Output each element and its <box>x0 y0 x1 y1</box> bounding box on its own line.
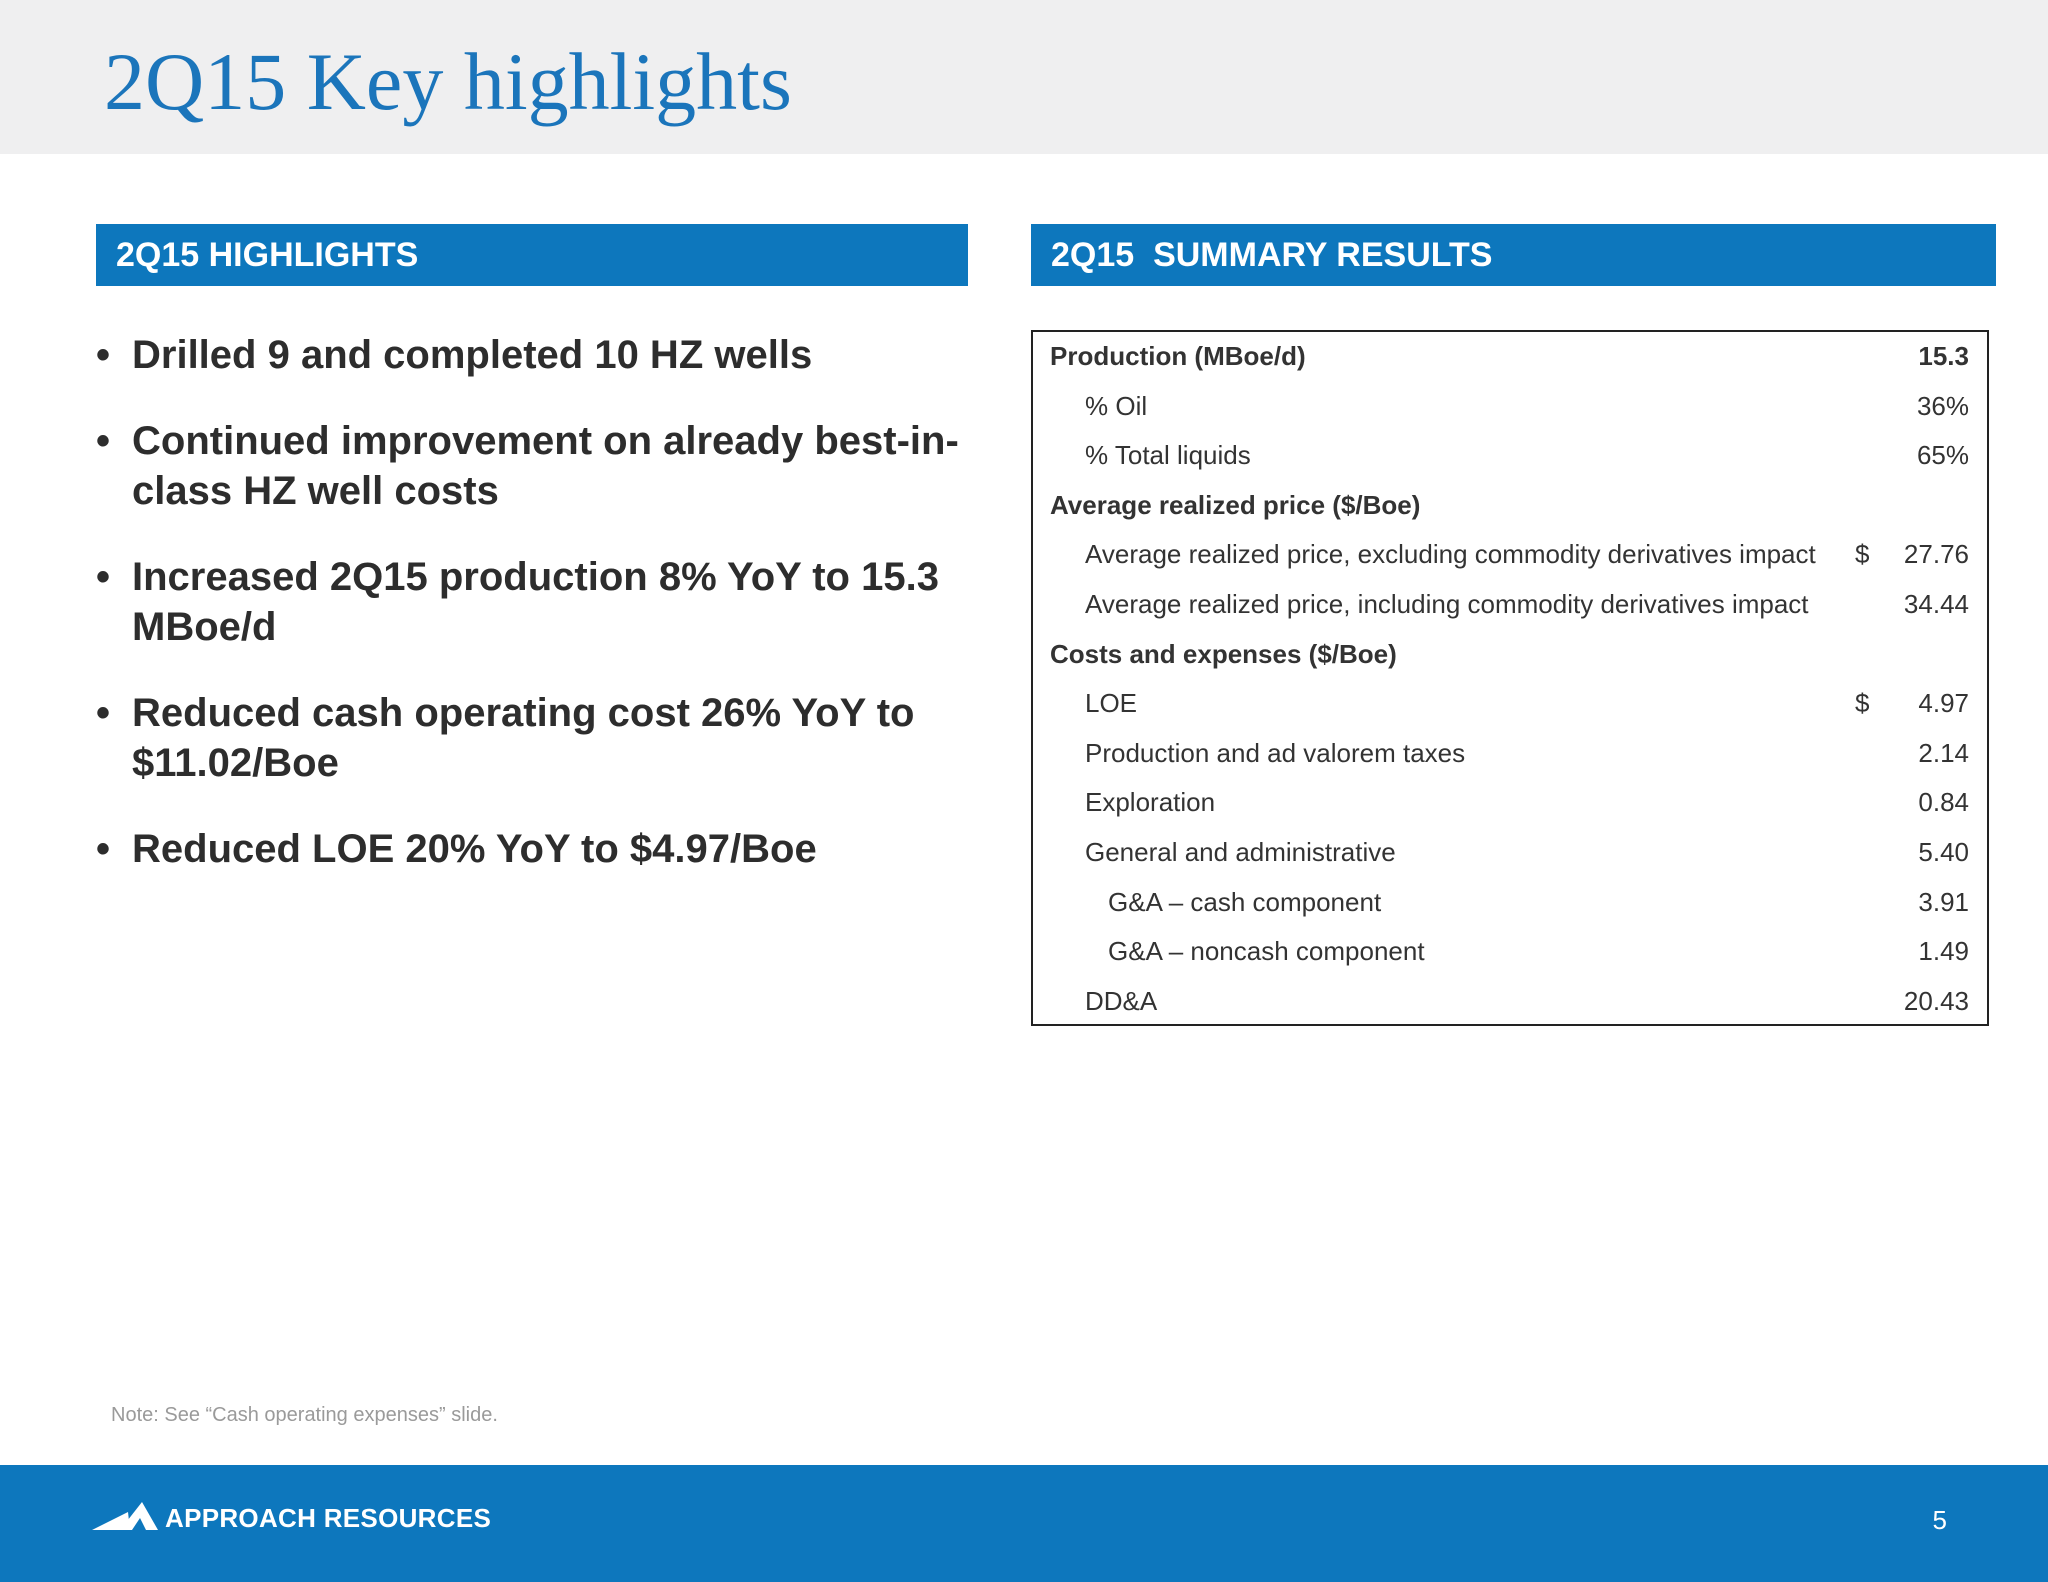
highlights-header: 2Q15 HIGHLIGHTS <box>96 224 968 286</box>
table-row-total-liquids <box>1033 431 1987 481</box>
row-label: G&A – cash component <box>1108 886 1382 917</box>
bullet-marker: • <box>96 827 111 871</box>
row-value: 15.3 <box>1918 341 1969 371</box>
row-currency: $ <box>1855 539 1870 570</box>
table-row-dd-and-a <box>1033 977 1987 1027</box>
bullet-marker: • <box>96 419 111 463</box>
row-value: 4.97 <box>1918 688 1969 719</box>
row-label: Average realized price, excluding commodity derivatives impact <box>1085 539 1816 570</box>
highlight-bullet <box>96 824 976 874</box>
row-label: Costs and expenses ($/Boe) <box>1050 638 1397 669</box>
table-row-production <box>1033 332 1987 382</box>
approach-resources-logo-icon <box>92 1500 158 1532</box>
company-name: APPROACH RESOURCES <box>165 1503 492 1533</box>
table-row-oil <box>1033 382 1987 432</box>
row-label: % Oil <box>1085 390 1148 421</box>
row-label: Average realized price, including commodity derivatives impact <box>1085 588 1809 619</box>
bullet-marker: • <box>96 691 111 735</box>
row-label: DD&A <box>1085 985 1158 1016</box>
table-row-exploration <box>1033 778 1987 828</box>
table-row-costs-header <box>1033 630 1987 680</box>
table-row-g-and-a-noncash <box>1033 927 1987 977</box>
table-row-production-taxes <box>1033 729 1987 779</box>
table-row-g-and-a <box>1033 828 1987 878</box>
row-label: Production (MBoe/d) <box>1050 341 1306 371</box>
highlight-text: Increased 2Q15 production 8% YoY to 15.3 MBoe/d <box>132 555 939 649</box>
highlight-bullet <box>96 330 976 380</box>
row-value: 3.91 <box>1918 886 1969 917</box>
row-currency: $ <box>1855 688 1870 719</box>
row-label: General and administrative <box>1085 836 1396 867</box>
summary-results-table <box>1031 330 1989 1026</box>
row-label: LOE <box>1085 688 1138 719</box>
row-value: 0.84 <box>1918 787 1969 818</box>
row-value: 36% <box>1916 390 1969 421</box>
highlight-text: Drilled 9 and completed 10 HZ wells <box>132 333 813 377</box>
table-row-price-including <box>1033 580 1987 630</box>
row-label: Production and ad valorem taxes <box>1085 737 1466 768</box>
bullet-marker: • <box>96 555 111 599</box>
footnote: Note: See “Cash operating expenses” slide. <box>111 1404 498 1426</box>
row-value: 20.43 <box>1903 985 1969 1016</box>
row-value: 65% <box>1916 440 1969 471</box>
highlight-text: Reduced LOE 20% YoY to $4.97/Boe <box>132 827 817 871</box>
highlight-bullet <box>96 688 976 788</box>
table-row-avg-price-header <box>1033 481 1987 531</box>
row-value: 1.49 <box>1918 936 1969 967</box>
row-value: 2.14 <box>1918 737 1969 768</box>
row-value: 5.40 <box>1918 836 1969 867</box>
table-row-price-excluding <box>1033 530 1987 580</box>
row-value: 34.44 <box>1903 588 1969 619</box>
bullet-marker: • <box>96 333 111 377</box>
row-label: G&A – noncash component <box>1108 936 1425 967</box>
highlight-text: Continued improvement on already best-in-class HZ well costs <box>132 419 959 513</box>
highlight-bullet <box>96 552 976 652</box>
title-bar <box>0 0 2048 154</box>
highlights-list <box>96 330 976 910</box>
table-row-loe <box>1033 679 1987 729</box>
row-label: Exploration <box>1085 787 1216 818</box>
table-row-g-and-a-cash <box>1033 878 1987 928</box>
row-label: % Total liquids <box>1085 440 1251 471</box>
highlight-bullet <box>96 416 976 516</box>
page-number: 5 <box>1932 1505 1947 1535</box>
summary-results-header: 2Q15 SUMMARY RESULTS <box>1031 224 1996 286</box>
slide-title: 2Q15 Key highlights <box>104 36 792 127</box>
row-value: 27.76 <box>1903 539 1969 570</box>
row-label: Average realized price ($/Boe) <box>1050 489 1421 520</box>
highlight-text: Reduced cash operating cost 26% YoY to $11.02/Boe <box>132 691 915 785</box>
